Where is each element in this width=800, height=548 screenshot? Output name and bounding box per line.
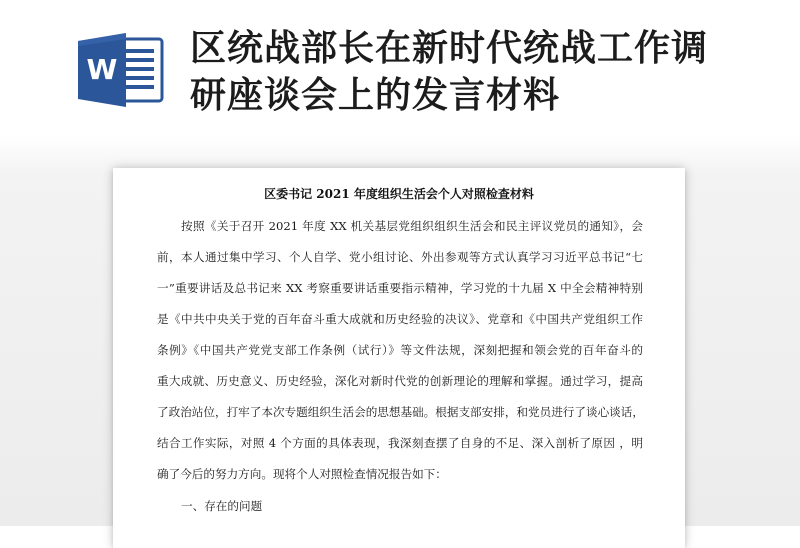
paragraph-line: 了政治站位，打牢了本次专题组织生活会的思想基础。根据支部安排，和党员进行了谈心谈话， bbox=[157, 405, 644, 419]
paragraph-line: 结合工作实际，对照 4 个方面的具体表现，我深刻查摆了自身的不足、深入剖析了原因 ，明 bbox=[157, 436, 643, 450]
word-document-icon bbox=[76, 33, 166, 107]
paragraph-line: 按照《关于召开 2021 年度 XX 机关基层党组织组织生活会和民主评议党员的通知》，会 bbox=[181, 219, 643, 233]
word-icon-letter: W bbox=[86, 53, 118, 86]
page-title-line-1: 区统战部长在新时代统战工作调 bbox=[190, 28, 709, 69]
paragraph-line: 一”重要讲话及总书记来 XX 考察重要讲话重要指示精神，学习党的十九届 X 中全会精神特别 bbox=[157, 281, 643, 295]
paragraph-line: 确了今后的努力方向。现将个人对照检查情况报告如下： bbox=[157, 467, 447, 481]
paragraph-line: 是《中共中央关于党的百年奋斗重大成就和历史经验的决议》、党章和《中国共产党组织工作 bbox=[157, 312, 643, 326]
document-title: 区委书记 2021 年度组织生活会个人对照检查材料 bbox=[264, 187, 534, 201]
page-title-line-2: 研座谈会上的发言材料 bbox=[190, 75, 561, 116]
page-title bbox=[190, 25, 790, 119]
paragraph-line: 条例》《中国共产党党支部工作条例（试行）》等文件法规，深刻把握和领会党的百年奋斗的 bbox=[157, 343, 643, 357]
section-heading: 一、存在的问题 bbox=[181, 499, 263, 513]
document-page-preview bbox=[113, 168, 685, 548]
paragraph-line: 重大成就、历史意义、历史经验，深化对新时代党的创新理论的理解和掌握。通过学习，提高 bbox=[157, 374, 643, 388]
header-banner bbox=[0, 0, 800, 150]
paragraph-line: 前，本人通过集中学习、个人自学、党小组讨论、外出参观等方式认真学习习近平总书记“七 bbox=[157, 250, 643, 264]
